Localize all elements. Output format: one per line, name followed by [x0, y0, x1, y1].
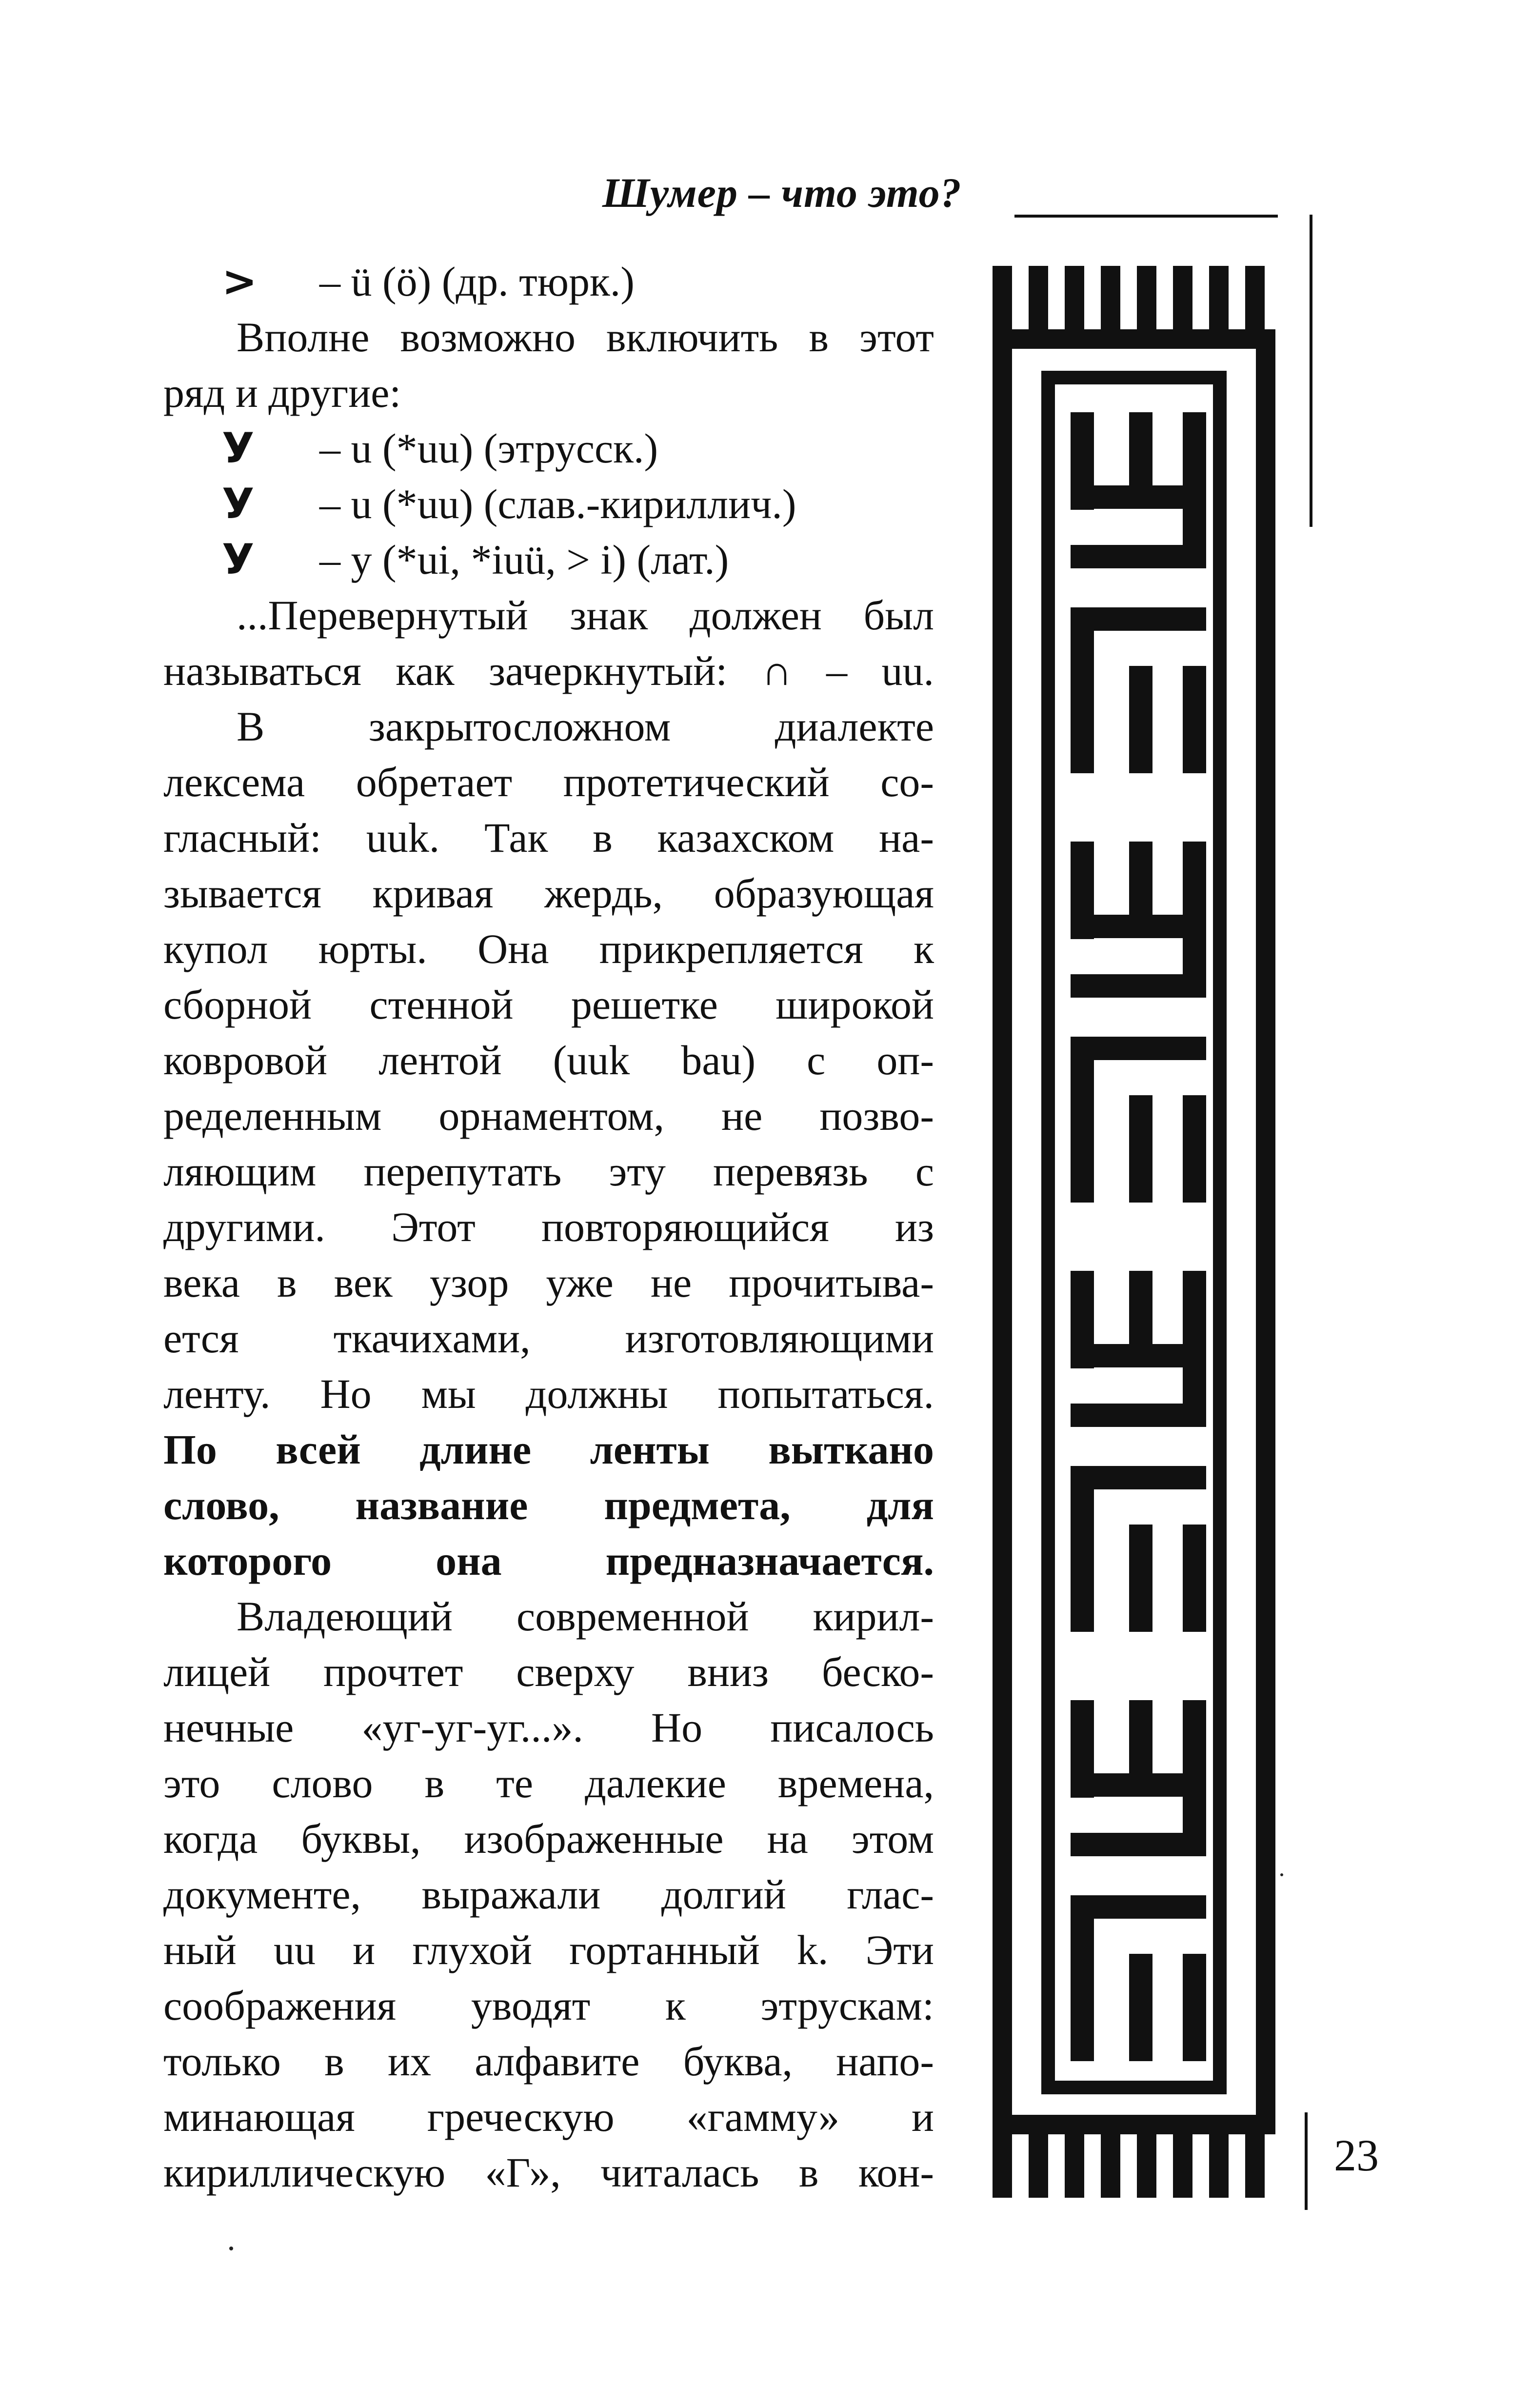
ornament-stroke [1129, 1525, 1152, 1632]
text-line [163, 977, 934, 1032]
ornament-stroke [1071, 545, 1183, 568]
text-line-content: – y (*ui, *iuü, > i) (лат.) [319, 536, 729, 583]
ornament-stroke [1071, 1466, 1094, 1632]
ornament-stroke [1256, 329, 1275, 2134]
text-line [163, 699, 934, 754]
text-line [163, 1978, 934, 2033]
ornament-stroke [1101, 2134, 1120, 2198]
text-line [163, 754, 934, 810]
text-line-content: Вполне возможно включить в этот [237, 314, 934, 361]
text-line [163, 309, 934, 365]
ornament-stroke [1183, 1525, 1206, 1632]
text-line [163, 1922, 934, 1978]
ornament-stroke [1029, 266, 1048, 329]
print-speck [229, 2247, 233, 2250]
text-line [163, 1533, 934, 1588]
text-line-content: ряд и другие: [163, 369, 401, 416]
text-line-content: ленту. Но мы должны попытаться. [163, 1370, 934, 1417]
text-line-content: века в век узор уже не прочитыва- [163, 1259, 934, 1306]
text-line-content: соображения уводят к этрускам: [163, 1982, 934, 2029]
ornament-stroke [1209, 266, 1229, 329]
text-line-content: – u (*uu) (слав.-кириллич.) [319, 481, 796, 527]
text-line [163, 865, 934, 921]
ornament-stroke [1173, 266, 1192, 329]
text-line [163, 1811, 934, 1866]
ornament-stroke [1129, 1954, 1152, 2061]
ornament-stroke [993, 329, 1275, 349]
text-line [163, 2089, 934, 2145]
ornament-stroke [1183, 1271, 1206, 1427]
ornament-stroke [1071, 1833, 1183, 1856]
text-line [163, 1700, 934, 1755]
ornament-stroke [1129, 842, 1152, 915]
text-line [163, 643, 934, 699]
text-line-content: когда буквы, изображенные на этом [163, 1815, 934, 1862]
text-line-content: минающая греческую «гамму» и [163, 2093, 934, 2140]
text-line-content: гласный: uuk. Так в казахском на- [163, 814, 934, 861]
ornament-stroke [1137, 2134, 1156, 2198]
ornament-stroke [1041, 2081, 1227, 2094]
ornament-stroke [1209, 2134, 1229, 2198]
text-line-content: лицей прочтет сверху вниз беско- [163, 1648, 934, 1695]
ornament-stroke [1071, 974, 1183, 998]
ornament-stroke [1183, 412, 1206, 568]
text-line [163, 532, 934, 587]
text-line-content: В закрытосложном диалекте [237, 703, 934, 750]
text-line-content: ется ткачихами, изготовляющими [163, 1315, 934, 1362]
ornament-stroke [1137, 266, 1156, 329]
text-line-content: ковровой лентой (uuk bau) с оп- [163, 1037, 934, 1084]
text-line [163, 1032, 934, 1088]
ornament-stroke [1129, 1271, 1152, 1344]
text-line-content: ляющим перепутать эту перевязь с [163, 1148, 934, 1195]
ornament-stroke [1071, 1344, 1183, 1367]
text-line [163, 587, 934, 643]
text-line-content: По всей длине ленты выткано [163, 1426, 934, 1473]
letter-symbol: У [222, 424, 255, 473]
text-line [163, 1366, 934, 1422]
text-line [163, 254, 934, 309]
ornament-stroke [993, 329, 1012, 2134]
ornament-stroke [1041, 371, 1055, 2093]
text-line-content: ...Перевернутый знак должен был [237, 592, 934, 639]
text-line-content: слово, название предмета, для [163, 1482, 934, 1528]
ornament-stroke [1183, 842, 1206, 998]
ornament-stroke [1029, 2134, 1048, 2198]
header-vertical-rule [1310, 215, 1312, 527]
text-line [163, 1644, 934, 1700]
ornament-stroke [1173, 2134, 1192, 2198]
letter-symbol: > [222, 257, 258, 306]
ornament-stroke [993, 266, 1012, 329]
ornament-stroke [1071, 607, 1094, 773]
text-line-content: зывается кривая жердь, образующая [163, 870, 934, 917]
text-line-content: Владеющий современной кирил- [237, 1593, 934, 1640]
ornament-stroke [1041, 371, 1227, 384]
header-rule [1014, 215, 1278, 218]
text-line [163, 1310, 934, 1366]
body-text [163, 254, 934, 2200]
text-line [163, 810, 934, 865]
ornament-stroke [1071, 485, 1183, 509]
text-line [163, 921, 934, 977]
ornament-stroke [1183, 1954, 1206, 2061]
ornament-stroke [1183, 1700, 1206, 1856]
ornament-stroke [1065, 266, 1084, 329]
text-line-content: которого она предназначается. [163, 1537, 934, 1584]
text-line-content: купол юрты. Она прикрепляется к [163, 925, 934, 972]
page-number: 23 [1334, 2130, 1379, 2180]
page-number-rule [1305, 2112, 1308, 2210]
text-line-content: это слово в те далекие времена, [163, 1760, 934, 1806]
text-line [163, 421, 934, 476]
text-line [163, 365, 934, 421]
text-line [163, 476, 934, 532]
ornament-stroke [1183, 666, 1206, 773]
text-line [163, 1144, 934, 1199]
letter-symbol: У [222, 480, 255, 528]
text-line-content: нечные «уг-уг-уг...». Но писалось [163, 1704, 934, 1751]
ornament-stroke [1245, 266, 1265, 329]
ornament-stroke [1213, 371, 1227, 2093]
ornament-stroke [1071, 1773, 1183, 1797]
ornament-stroke [1183, 1095, 1206, 1203]
text-line [163, 1588, 934, 1644]
ornament-stroke [1071, 1404, 1183, 1427]
ornament-stroke [1129, 666, 1152, 773]
text-line [163, 1866, 934, 1922]
ornament-stroke [993, 2134, 1012, 2198]
letter-symbol: У [222, 535, 255, 584]
text-line [163, 1255, 934, 1310]
text-line-content: документе, выражали долгий глас- [163, 1871, 934, 1918]
text-line [163, 2033, 934, 2089]
text-line-content: – u (*uu) (этрусск.) [319, 425, 658, 472]
text-line-content: ределенным орнаментом, не позво- [163, 1092, 934, 1139]
ornament-stroke [1129, 1700, 1152, 1773]
print-speck [1280, 1873, 1283, 1876]
text-line [163, 1477, 934, 1533]
text-line [163, 1755, 934, 1811]
text-line-content: называться как зачеркнутый: ∩ – uu. [163, 647, 934, 694]
text-line [163, 2145, 934, 2200]
text-line-content: – ü (ö) (др. тюрк.) [319, 258, 635, 305]
ornament-stroke [1065, 2134, 1084, 2198]
ornament-stroke [1129, 412, 1152, 485]
ornament-stroke [1071, 1037, 1094, 1203]
running-header: Шумер – что это? [602, 169, 962, 216]
woven-band-ornament-icon [993, 266, 1285, 2198]
text-line [163, 1088, 934, 1144]
text-line [163, 1422, 934, 1477]
ornament-stroke [1071, 915, 1183, 938]
text-line-content: другими. Этот повторяющийся из [163, 1204, 934, 1250]
text-line-content: кириллическую «Г», читалась в кон- [163, 2149, 934, 2196]
ornament-stroke [1101, 266, 1120, 329]
ornament-stroke [1071, 1895, 1094, 2061]
text-line-content: ный uu и глухой гортанный k. Эти [163, 1926, 934, 1973]
ornament-stroke [1245, 2134, 1265, 2198]
text-line [163, 1199, 934, 1255]
ornament-stroke [993, 2115, 1275, 2134]
text-line-content: лексема обретает протетический со- [163, 759, 934, 805]
text-line-content: сборной стенной решетке широкой [163, 981, 934, 1028]
text-line-content: только в их алфавите буква, напо- [163, 2038, 934, 2085]
ornament-stroke [1129, 1095, 1152, 1203]
